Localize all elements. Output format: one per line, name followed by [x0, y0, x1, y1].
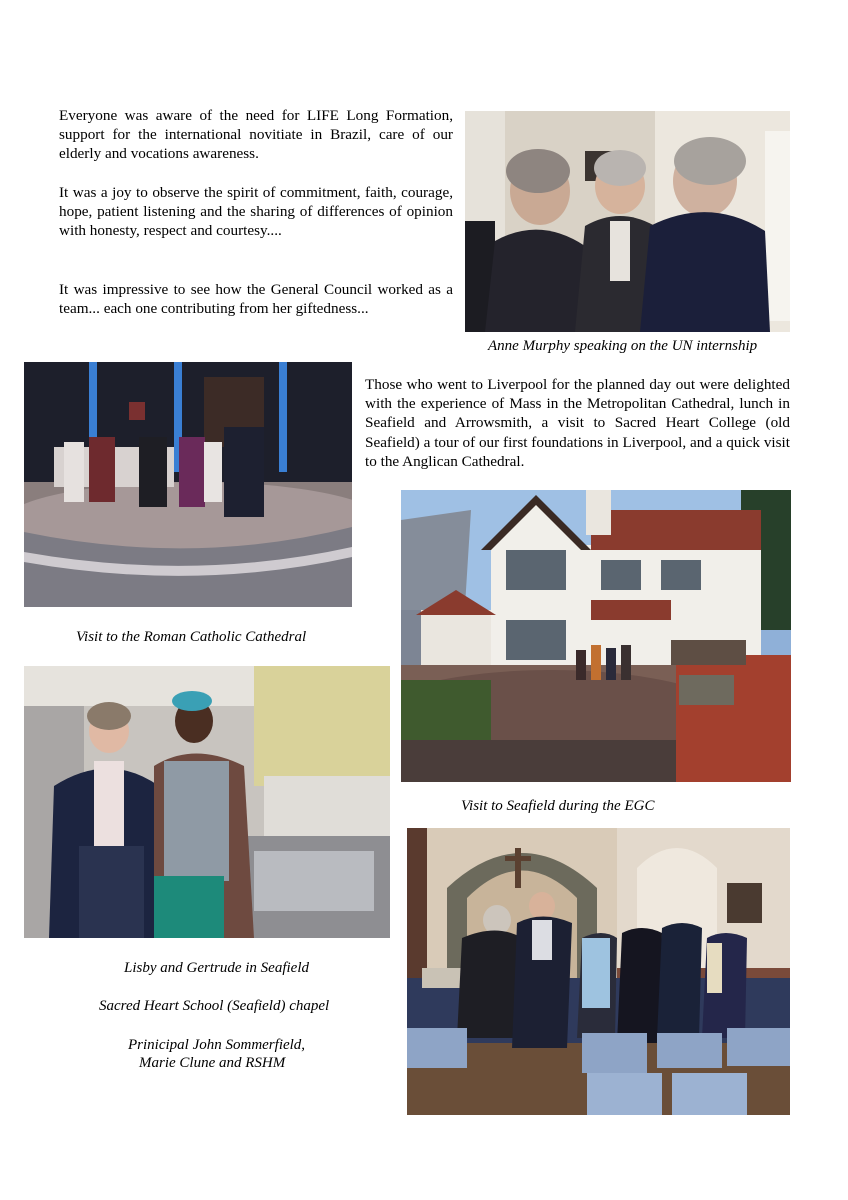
paragraph-general-council: It was impressive to see how the General Council worked as a team... each one contributing from her giftedness...: [59, 281, 453, 318]
caption-lisby-gertrude: Lisby and Gertrude in Seafield: [124, 960, 309, 976]
caption-principal-line1: Prinicipal John Sommerfield,: [128, 1037, 306, 1053]
photo-lisby-gertrude: [24, 666, 390, 938]
photo-anne-murphy: [465, 111, 790, 332]
caption-anne-murphy: Anne Murphy speaking on the UN internship: [488, 338, 758, 354]
caption-catholic-cathedral: Visit to the Roman Catholic Cathedral: [76, 629, 307, 645]
paragraph-life-long-formation: Everyone was aware of the need for LIFE Long Formation, support for the international novitiate in Brazil, care of our elderly and vocations awareness.: [59, 107, 453, 163]
caption-chapel: Sacred Heart School (Seafield) chapel: [99, 998, 330, 1014]
caption-principal-line2: Marie Clune and RSHM: [139, 1055, 286, 1071]
paragraph-joy-to-observe: It was a joy to observe the spirit of commitment, faith, courage, hope, patient listening and the sharing of differences of opinion with honesty, respect and courtesy....: [59, 184, 453, 240]
paragraph-liverpool-day-out: Those who went to Liverpool for the planned day out were delighted with the experience of Mass in the Metropolitan Cathedral, lunch in Seafield and Arrowsmith, a visit to Sacred Heart College (old Seafield) a tour of our first foundations in Liverpool, and a quick visit to the Anglican Cathedral.: [365, 376, 790, 470]
photo-chapel: [407, 828, 790, 1115]
photo-catholic-cathedral: [24, 362, 352, 607]
caption-seafield-egc: Visit to Seafield during the EGC: [461, 798, 655, 814]
photo-seafield-house: [401, 490, 791, 782]
